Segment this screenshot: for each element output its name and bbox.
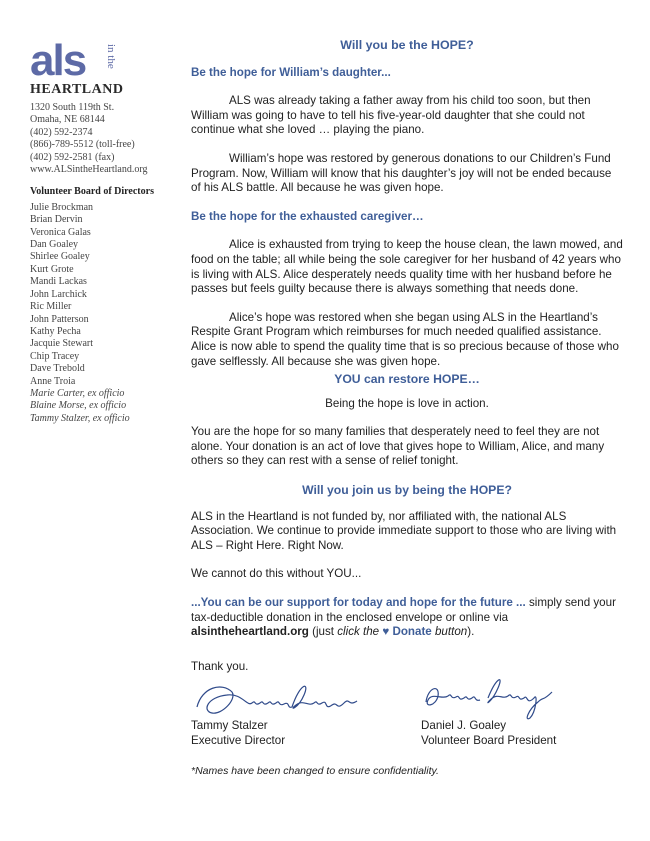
cta-click: click the bbox=[337, 625, 383, 639]
board-member: Brian Dervin bbox=[30, 214, 83, 226]
confidentiality-footnote: *Names have been changed to ensure confidentiality. bbox=[191, 765, 439, 777]
signatory-left bbox=[191, 718, 285, 748]
paragraph: ALS was already taking a father away from his child too soon, but then William was going to have to tell his five-year-old daughter that she could not continue what she loved … playing the piano. bbox=[191, 94, 591, 137]
board-member: Jacquie Stewart bbox=[30, 338, 94, 350]
restore-hope-heading: YOU can restore HOPE… bbox=[334, 372, 480, 387]
toll-free-phone: (866)-789-5512 (toll-free) bbox=[30, 139, 135, 151]
board-member: Kathy Pecha bbox=[30, 325, 81, 337]
contact-address bbox=[30, 102, 180, 176]
cta-paren-open: (just bbox=[308, 625, 338, 639]
paragraph: William’s hope was restored by generous donations to our Children’s Fund Program. Now, William will know that his daughter’s joy will not be ended because of his ALS battle. All because he was given hope. bbox=[191, 151, 612, 195]
sidebar bbox=[30, 102, 180, 425]
cta-text: simply send your tax-deductible donation in the enclosed envelope or online via bbox=[191, 596, 616, 624]
board-member: John Patterson bbox=[30, 313, 89, 325]
signatory-name: Daniel J. Goaley bbox=[421, 719, 507, 732]
cta-paren-close: ). bbox=[467, 625, 475, 639]
board-title: Volunteer Board of Directors bbox=[30, 186, 154, 198]
paragraph: Alice’s hope was restored when she began using ALS in the Heartland’s Respite Grant Program which reimburses for much needed qualified assistance. Alice is now able to spend the quality time that is so precious because of those who gave selflessly. All because she was given hope. bbox=[191, 310, 619, 368]
phone: (402) 592-2374 bbox=[30, 126, 93, 138]
board-member: Dave Trebold bbox=[30, 363, 85, 375]
paragraph: ALS in the Heartland is not funded by, nor affiliated with, the national ALS Association. We continue to provide immediate support to those who are living with ALS – Right Here. Right Now. bbox=[191, 509, 617, 552]
signatory-title: Executive Director bbox=[191, 734, 286, 747]
board-member: Anne Troia bbox=[30, 375, 76, 387]
call-to-action bbox=[191, 596, 623, 640]
paragraph: Alice is exhausted from trying to keep the house clean, the lawn mowed, and food on the table; all while being the sole caregiver for her husband of 42 years who is living with ALS. Alice desperately needs quality time with her husband before he passes but feels guilty because there is always something that needs done. bbox=[191, 238, 623, 296]
board-member: Shirlee Goaley bbox=[30, 251, 90, 263]
paragraph: We cannot do this without YOU... bbox=[191, 567, 362, 581]
board-member: Mandi Lackas bbox=[30, 276, 87, 288]
paragraph: You are the hope for so many families that desperately need to feel they are not alone. Your donation is an act of love that gives hope to William, Alice, and many others so they can rest with a sense of relief tonight. bbox=[191, 425, 605, 468]
svg-text:als: als bbox=[30, 39, 86, 85]
letter-body bbox=[191, 38, 623, 674]
address-line: 1320 South 119th St. bbox=[30, 102, 115, 113]
board-member: Chip Tracey bbox=[30, 350, 80, 362]
signatory-title: Volunteer Board President bbox=[421, 734, 557, 747]
ex-officio-member: Blaine Morse, ex officio bbox=[30, 400, 127, 412]
subheading-william: Be the hope for William’s daughter... bbox=[191, 65, 391, 79]
love-in-action: Being the hope is love in action. bbox=[325, 396, 489, 410]
cta-lead: ...You can be our support for today and hope for the future ... bbox=[191, 596, 526, 610]
join-heading: Will you join us by being the HOPE? bbox=[302, 483, 512, 498]
subheading-caregiver: Be the hope for the exhausted caregiver… bbox=[191, 209, 424, 223]
svg-text:in the: in the bbox=[105, 44, 117, 69]
board-member: Julie Brockman bbox=[30, 201, 94, 213]
svg-text:HEARTLAND: HEARTLAND bbox=[30, 82, 124, 95]
board-member: Veronica Galas bbox=[30, 226, 91, 238]
board-list bbox=[30, 202, 180, 425]
cta-button-word: button bbox=[431, 625, 468, 639]
website: www.ALSintheHeartland.org bbox=[30, 164, 148, 176]
donate-button-label: ♥ Donate bbox=[382, 625, 432, 639]
donation-url[interactable]: alsintheheartland.org bbox=[191, 625, 309, 639]
board-member: Dan Goaley bbox=[30, 239, 79, 251]
als-heartland-logo bbox=[30, 39, 140, 95]
ex-officio-member: Tammy Stalzer, ex officio bbox=[30, 412, 130, 424]
letter-title: Will you be the HOPE? bbox=[340, 38, 474, 52]
signatory-name: Tammy Stalzer bbox=[191, 719, 268, 732]
thank-you: Thank you. bbox=[191, 659, 249, 673]
board-member: Kurt Grote bbox=[30, 263, 74, 275]
address-line: Omaha, NE 68144 bbox=[30, 114, 105, 126]
fax: (402) 592-2581 (fax) bbox=[30, 151, 115, 163]
board-member: Ric Miller bbox=[30, 301, 72, 313]
ex-officio-member: Marie Carter, ex officio bbox=[30, 387, 125, 399]
signatory-right bbox=[421, 718, 556, 748]
board-member: John Larchick bbox=[30, 288, 87, 300]
